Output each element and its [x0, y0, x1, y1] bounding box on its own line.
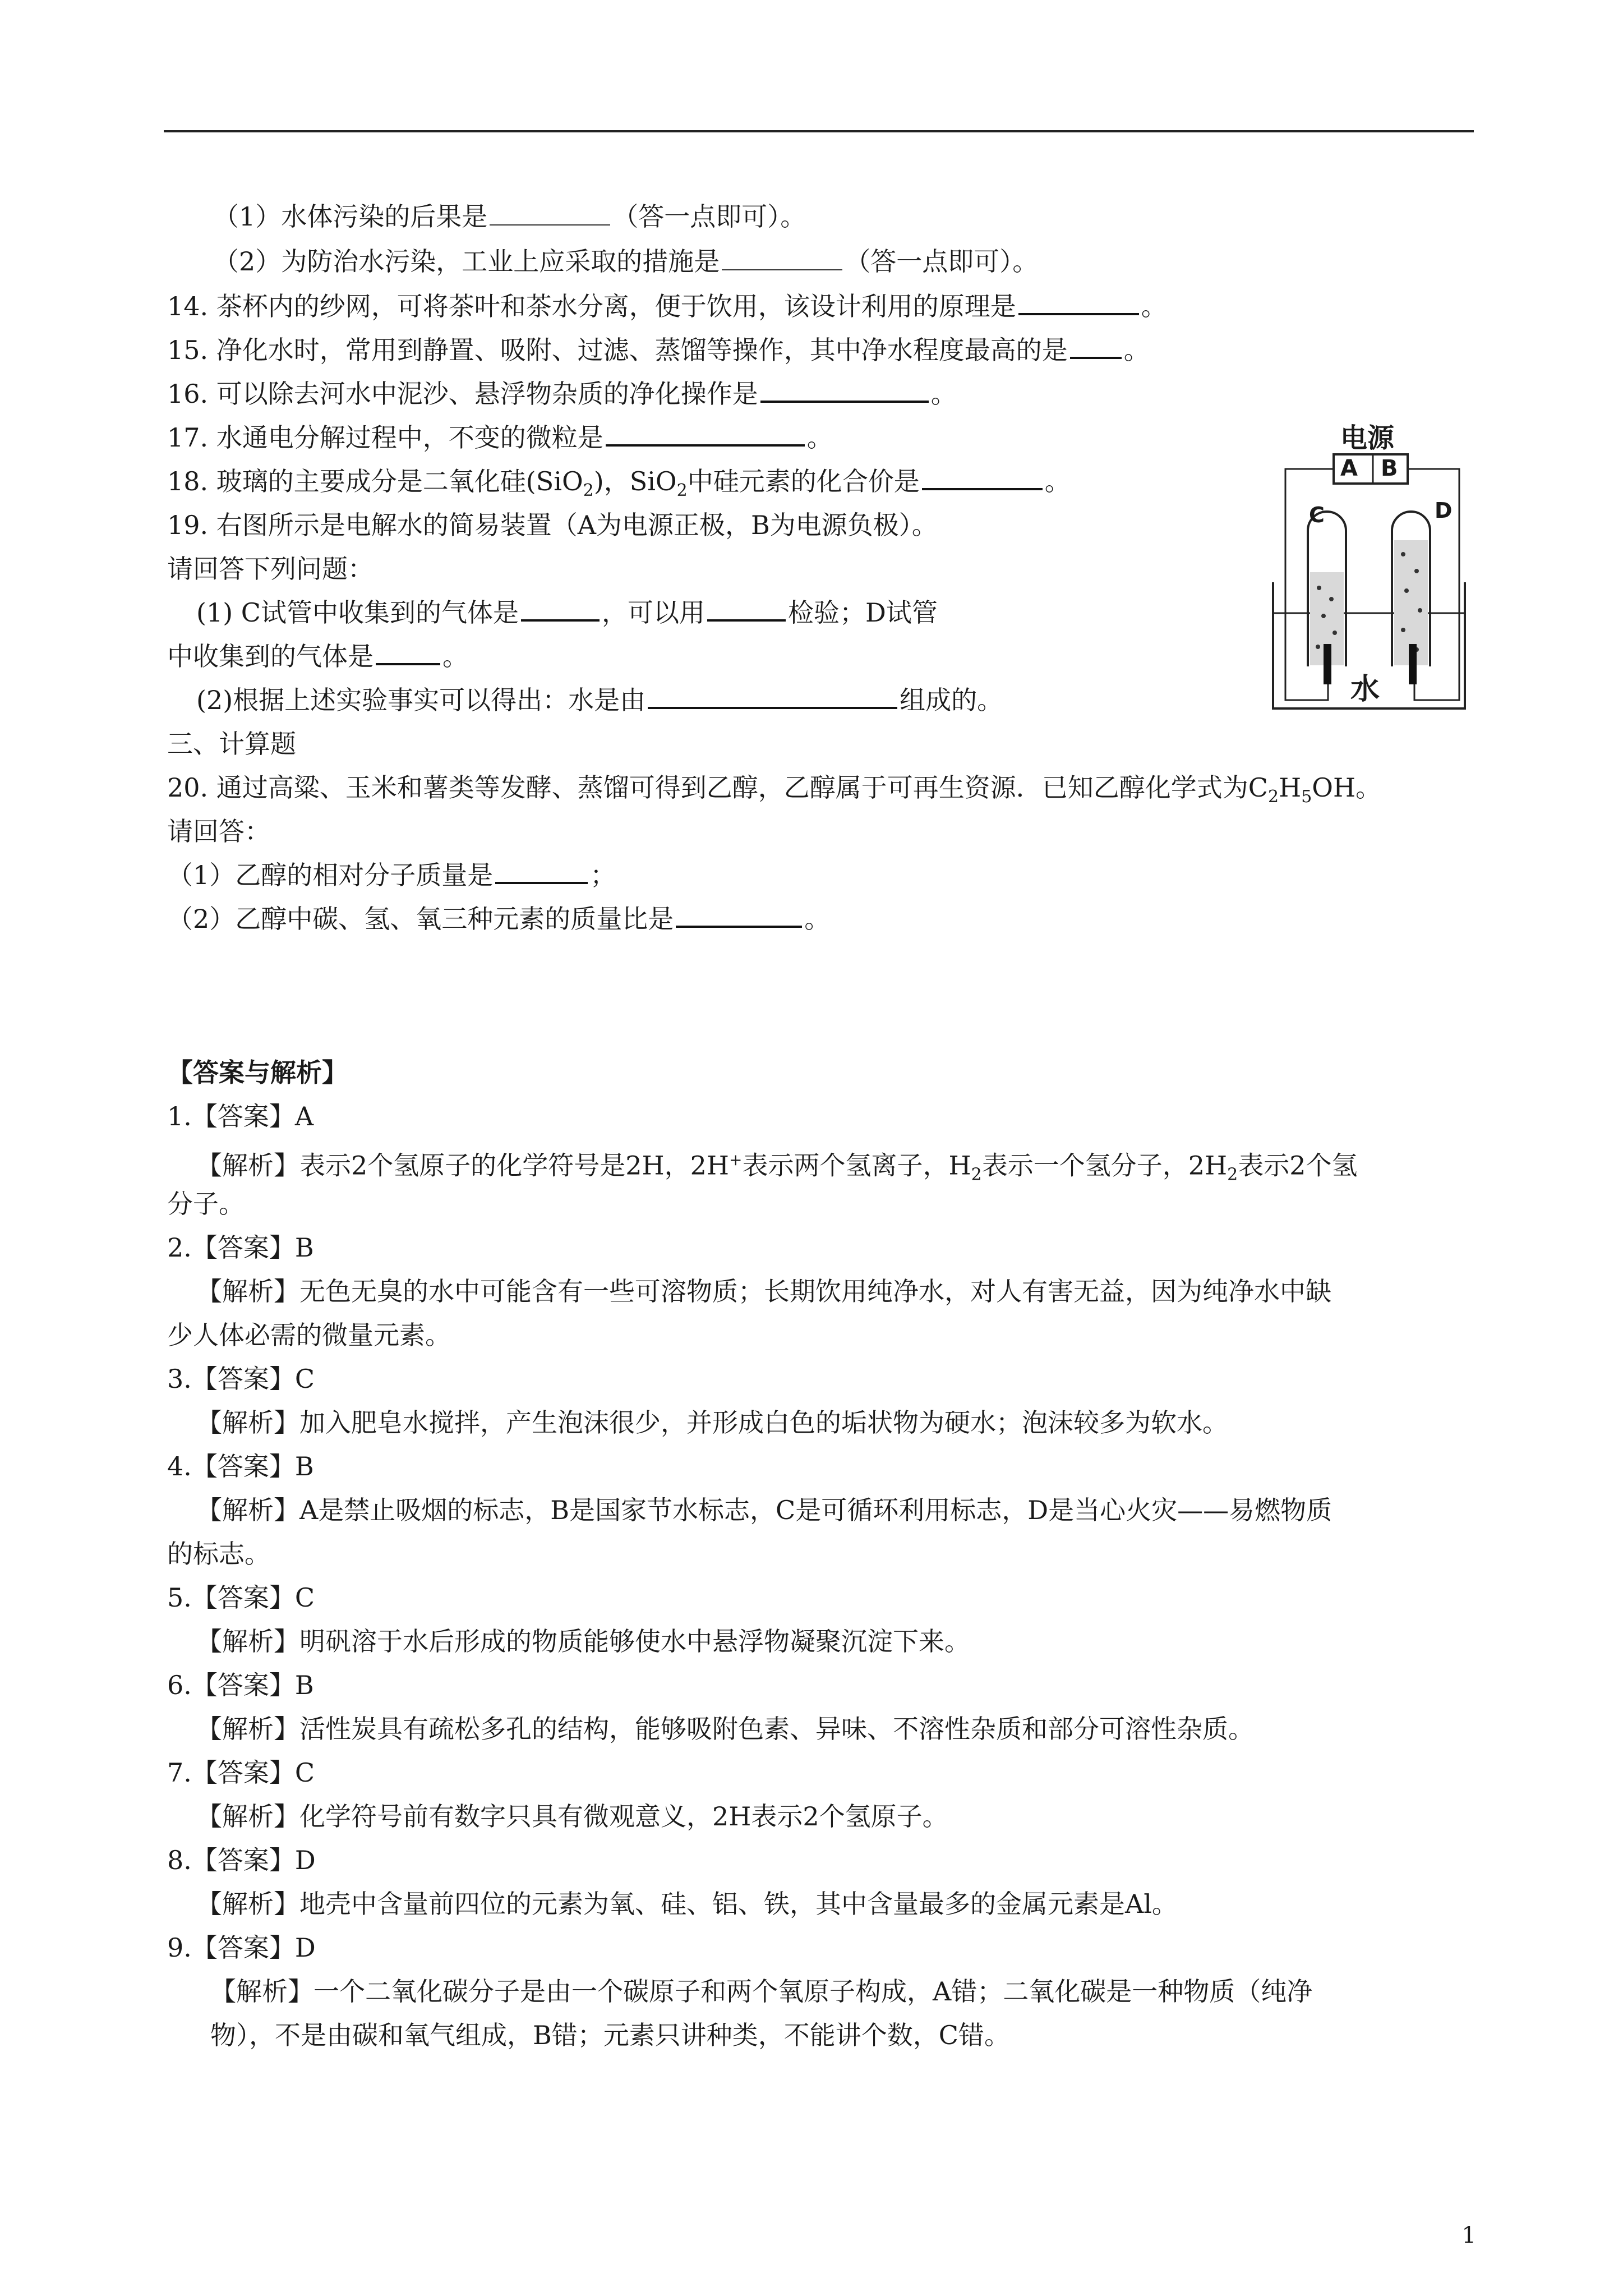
answer-5 — [167, 1581, 315, 1614]
answer-key: 1.【答案】A — [167, 1101, 314, 1131]
subscript: 2 — [971, 1165, 982, 1185]
tube-d-label: D — [1435, 498, 1453, 523]
answer-blank[interactable] — [707, 618, 786, 622]
section-heading — [167, 727, 296, 761]
electrolysis-diagram — [1262, 420, 1475, 717]
answer-blank[interactable] — [760, 399, 929, 403]
answer-blank[interactable] — [722, 268, 842, 270]
explanation-1-cont — [167, 1187, 245, 1221]
question-text: 检验；D试管 — [787, 597, 938, 628]
answer-key: 6.【答案】B — [167, 1670, 314, 1700]
power-source-label: 电源 — [1340, 422, 1395, 454]
question-19-part1-cont — [167, 639, 468, 673]
question-19-part1 — [196, 596, 938, 629]
answer-key: 5.【答案】C — [167, 1582, 315, 1613]
subscript: 2 — [676, 481, 688, 501]
answer-4 — [167, 1450, 314, 1483]
explanation-9-cont — [210, 2018, 1010, 2052]
explanation-5 — [196, 1625, 970, 1658]
answer-7 — [167, 1756, 315, 1789]
subscript: 2 — [1227, 1165, 1238, 1185]
explanation-text: 【解析】一个二氧化碳分子是由一个碳原子和两个氧原子构成，A错；二氧化碳是一种物质（纯净 — [210, 1976, 1313, 2007]
answer-blank[interactable] — [922, 487, 1043, 490]
question-text: 14. 茶杯内的纱网，可将茶叶和茶水分离，便于饮用，该设计利用的原理是 — [167, 291, 1016, 321]
section-title: 三、计算题 — [167, 729, 296, 759]
explanation-8 — [196, 1887, 1178, 1921]
question-text: 16. 可以除去河水中泥沙、悬浮物杂质的净化操作是 — [167, 379, 758, 409]
question-text: H — [1279, 772, 1302, 803]
answer-3 — [167, 1362, 315, 1396]
question-text: 17. 水通电分解过程中，不变的微粒是 — [167, 422, 603, 453]
q13-part2-text: （2）为防治水污染，工业上应采取的措施是 — [213, 246, 720, 277]
explanation-text: 【解析】活性炭具有疏松多孔的结构，能够吸附色素、异味、不溶性杂质和部分可溶性杂质。 — [196, 1714, 1254, 1744]
answer-blank[interactable] — [1018, 312, 1139, 315]
explanation-7 — [196, 1800, 948, 1833]
question-text: （2）乙醇中碳、氢、氧三种元素的质量比是 — [167, 904, 674, 934]
answer-key: 2.【答案】B — [167, 1232, 314, 1263]
answer-1 — [167, 1099, 313, 1133]
explanation-text: 【解析】明矾溶于水后形成的物质能够使水中悬浮物凝聚沉淀下来。 — [196, 1626, 970, 1657]
question-14 — [167, 289, 1167, 323]
answer-9 — [167, 1931, 316, 1964]
subscript: 2 — [583, 481, 594, 501]
question-18 — [167, 464, 1071, 508]
question-end: 。 — [1044, 466, 1071, 496]
explanation-text: 少人体必需的微量元素。 — [167, 1320, 451, 1350]
question-20-prompt — [167, 815, 270, 848]
answers-title: 【答案与解析】 — [167, 1057, 348, 1088]
answer-blank[interactable] — [606, 443, 805, 447]
question-text: (1) C试管中收集到的气体是 — [196, 597, 519, 628]
answer-key: 8.【答案】D — [167, 1845, 316, 1875]
explanation-text: 表示2个氢 — [1238, 1150, 1358, 1181]
answer-2 — [167, 1231, 314, 1264]
electrode-a-label: A — [1340, 455, 1358, 481]
answer-8 — [167, 1843, 316, 1877]
subscript: 5 — [1301, 787, 1312, 807]
question-end: 。 — [1123, 335, 1150, 365]
question-text: 中硅元素的化合价是 — [687, 466, 920, 496]
explanation-6 — [196, 1712, 1254, 1746]
tube-c-label: C — [1309, 503, 1325, 527]
question-text: 组成的。 — [900, 685, 1003, 715]
explanation-4 — [196, 1493, 1332, 1527]
question-19-part2 — [196, 683, 1003, 717]
subscript: 2 — [1267, 787, 1279, 807]
answer-key: 7.【答案】C — [167, 1757, 315, 1788]
question-text: 15. 净化水时，常用到静置、吸附、过滤、蒸馏等操作，其中净水程度最高的是 — [167, 335, 1068, 365]
q13-part1-text: （1）水体污染的后果是 — [213, 201, 488, 232]
question-19-prompt — [167, 552, 374, 586]
question-text: 请回答下列问题： — [167, 554, 374, 584]
question-text: 18. 玻璃的主要成分是二氧化硅(SiO — [167, 466, 583, 496]
answer-blank[interactable] — [490, 223, 610, 226]
explanation-3 — [196, 1406, 1228, 1439]
q13-part1-note: （答一点即可）。 — [612, 201, 806, 232]
answers-heading — [167, 1056, 348, 1089]
explanation-text: 【解析】加入肥皂水搅拌，产生泡沫很少，并形成白色的垢状物为硬水；泡沫较多为软水。 — [196, 1407, 1228, 1438]
question-text: )，SiO — [593, 466, 677, 496]
explanation-text: 【解析】地壳中含量前四位的元素为氧、硅、铝、铁，其中含量最多的金属元素是Al。 — [196, 1889, 1178, 1919]
answer-blank[interactable] — [648, 706, 897, 709]
electrode-b-label: B — [1381, 455, 1398, 481]
question-text: (2)根据上述实验事实可以得出：水是由 — [196, 685, 646, 715]
question-text: 20. 通过高粱、玉米和薯类等发酵、蒸馏可得到乙醇，乙醇属于可再生资源．已知乙醇化学式为C — [167, 772, 1268, 803]
water-label: 水 — [1350, 673, 1380, 706]
answer-blank[interactable] — [676, 924, 802, 928]
explanation-text: 表示一个氢分子，2H — [981, 1150, 1228, 1181]
explanation-text: 分子。 — [167, 1189, 245, 1219]
explanation-2-cont — [167, 1318, 451, 1352]
question-19-stem — [167, 508, 938, 542]
explanation-text: 表示两个氢离子，H — [742, 1150, 971, 1181]
question-text: 中收集到的气体是 — [167, 641, 374, 671]
answer-key: 3.【答案】C — [167, 1364, 315, 1394]
question-end: ； — [590, 860, 616, 890]
answer-blank[interactable] — [521, 618, 600, 622]
explanation-9 — [210, 1975, 1312, 2008]
explanation-text: 【解析】表示2个氢原子的化学符号是2H，2H — [196, 1150, 730, 1181]
superscript: + — [729, 1151, 743, 1169]
question-17 — [167, 421, 833, 454]
q13-part1 — [213, 200, 806, 233]
header-rule — [164, 130, 1474, 132]
question-text: ，可以用 — [601, 597, 705, 628]
question-20-part1 — [167, 858, 616, 892]
explanation-text: 【解析】化学符号前有数字只具有微观意义，2H表示2个氢原子。 — [196, 1801, 948, 1832]
explanation-4-cont — [167, 1537, 270, 1571]
answer-blank[interactable] — [495, 881, 588, 884]
question-end: 。 — [442, 641, 468, 671]
question-20-part2 — [167, 902, 830, 936]
explanation-2 — [196, 1274, 1331, 1308]
explanation-text: 的标志。 — [167, 1539, 270, 1569]
q13-part2-note: （答一点即可）。 — [845, 246, 1039, 277]
page-number: 1 — [1461, 2223, 1476, 2248]
answer-blank[interactable] — [376, 662, 440, 665]
answer-6 — [167, 1668, 314, 1702]
answer-key: 4.【答案】B — [167, 1451, 314, 1481]
question-text: 19. 右图所示是电解水的简易装置（A为电源正极，B为电源负极）。 — [167, 510, 938, 540]
question-text: 请回答： — [167, 816, 270, 846]
answer-blank[interactable] — [1070, 356, 1122, 359]
q13-part2 — [213, 245, 1038, 278]
explanation-1 — [196, 1143, 1357, 1192]
question-text: OH。 — [1312, 772, 1382, 803]
answer-key: 9.【答案】D — [167, 1932, 316, 1963]
question-text: （1）乙醇的相对分子质量是 — [167, 860, 494, 890]
question-15 — [167, 333, 1150, 367]
explanation-text: 物），不是由碳和氧气组成，B错；元素只讲种类，不能讲个数，C错。 — [210, 2020, 1010, 2050]
explanation-text: 【解析】无色无臭的水中可能含有一些可溶物质；长期饮用纯净水，对人有害无益，因为纯净水中缺 — [196, 1276, 1331, 1306]
question-end: 。 — [804, 904, 831, 934]
explanation-text: 【解析】A是禁止吸烟的标志，B是国家节水标志，C是可循环利用标志，D是当心火灾——易燃物质 — [196, 1495, 1332, 1525]
question-end: 。 — [1141, 291, 1167, 321]
question-end: 。 — [930, 379, 957, 409]
question-16 — [167, 377, 957, 411]
question-end: 。 — [806, 422, 833, 453]
question-20-stem — [167, 771, 1381, 814]
